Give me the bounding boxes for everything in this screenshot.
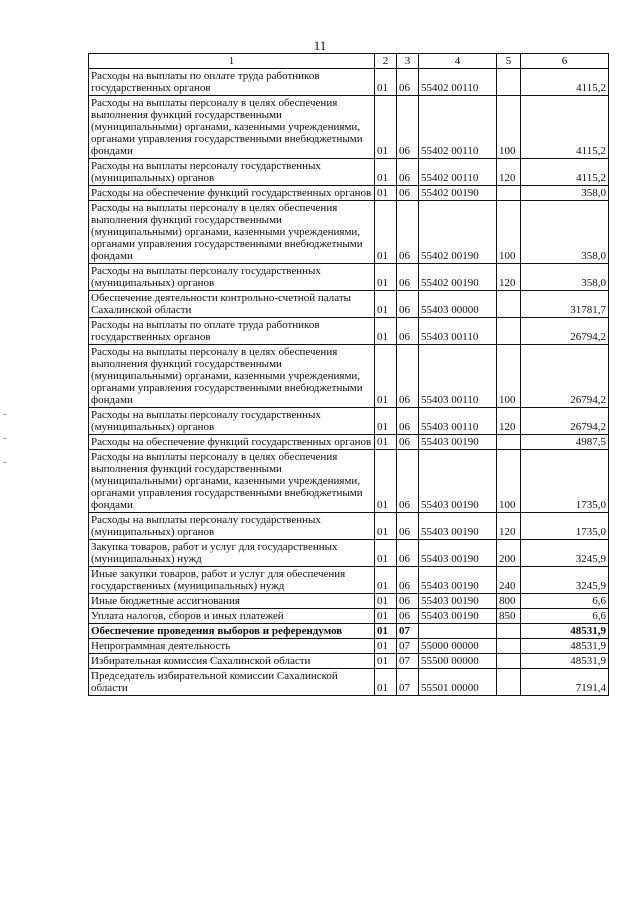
table-row [89, 540, 609, 567]
row-subsection: 07 [397, 669, 419, 696]
row-expense-type: 100 [497, 96, 521, 159]
table-row [89, 639, 609, 654]
row-target-article: 55403 00190 [419, 567, 497, 594]
column-header: 2 [375, 54, 397, 69]
row-amount: 3245,9 [521, 567, 609, 594]
row-target-article: 55402 00190 [419, 201, 497, 264]
row-name: Уплата налогов, сборов и иных платежей [89, 609, 375, 624]
row-target-article: 55403 00190 [419, 540, 497, 567]
row-expense-type [497, 291, 521, 318]
row-expense-type [497, 69, 521, 96]
row-name: Избирательная комиссия Сахалинской области [89, 654, 375, 669]
row-name: Расходы на выплаты персоналу государственных (муниципальных) органов [89, 159, 375, 186]
page-number: 11 [313, 38, 327, 53]
row-expense-type: 120 [497, 159, 521, 186]
table-row [89, 513, 609, 540]
row-amount: 358,0 [521, 201, 609, 264]
row-subsection: 07 [397, 639, 419, 654]
table-row [89, 654, 609, 669]
row-subsection: 07 [397, 624, 419, 639]
row-expense-type [497, 318, 521, 345]
row-section: 01 [375, 450, 397, 513]
row-name: Обеспечение проведения выборов и референдумов [89, 624, 375, 639]
table-row [89, 567, 609, 594]
row-subsection: 06 [397, 609, 419, 624]
row-section: 01 [375, 639, 397, 654]
row-target-article: 55403 00190 [419, 609, 497, 624]
row-expense-type: 100 [497, 345, 521, 408]
row-section: 01 [375, 159, 397, 186]
row-amount: 26794,2 [521, 408, 609, 435]
row-target-article: 55501 00000 [419, 669, 497, 696]
table-row [89, 159, 609, 186]
margin-mark [3, 438, 7, 439]
margin-mark [3, 462, 7, 463]
table-row [89, 408, 609, 435]
row-name: Расходы на обеспечение функций государственных органов [89, 435, 375, 450]
row-name: Расходы на выплаты персоналу в целях обеспечения выполнения функций государственными (муниципальными) органами, казенными учреждениями, органами управления государственными внебюджетными фондами [89, 345, 375, 408]
row-amount: 6,6 [521, 594, 609, 609]
table-row [89, 186, 609, 201]
row-target-article: 55402 00110 [419, 69, 497, 96]
row-subsection: 06 [397, 567, 419, 594]
row-section: 01 [375, 435, 397, 450]
row-section: 01 [375, 69, 397, 96]
row-expense-type [497, 669, 521, 696]
row-amount: 48531,9 [521, 624, 609, 639]
row-subsection: 06 [397, 69, 419, 96]
column-header: 3 [397, 54, 419, 69]
row-section: 01 [375, 201, 397, 264]
row-name: Расходы на обеспечение функций государственных органов [89, 186, 375, 201]
table-header-row [89, 54, 609, 69]
row-expense-type: 120 [497, 408, 521, 435]
row-subsection: 06 [397, 291, 419, 318]
row-subsection: 06 [397, 540, 419, 567]
row-amount: 358,0 [521, 186, 609, 201]
row-name: Закупка товаров, работ и услуг для государственных (муниципальных) нужд [89, 540, 375, 567]
row-amount: 3245,9 [521, 540, 609, 567]
row-amount: 4115,2 [521, 69, 609, 96]
row-amount: 26794,2 [521, 345, 609, 408]
row-name: Иные закупки товаров, работ и услуг для обеспечения государственных (муниципальных) нужд [89, 567, 375, 594]
row-target-article: 55402 00190 [419, 186, 497, 201]
row-section: 01 [375, 567, 397, 594]
table-row [89, 201, 609, 264]
row-subsection: 06 [397, 513, 419, 540]
row-expense-type: 100 [497, 450, 521, 513]
row-subsection: 06 [397, 318, 419, 345]
row-target-article: 55402 00190 [419, 264, 497, 291]
row-section: 01 [375, 291, 397, 318]
table-row [89, 609, 609, 624]
row-expense-type: 200 [497, 540, 521, 567]
row-subsection: 06 [397, 408, 419, 435]
column-header: 1 [89, 54, 375, 69]
table-row [89, 318, 609, 345]
row-target-article: 55403 00190 [419, 513, 497, 540]
row-amount: 7191,4 [521, 669, 609, 696]
table-row [89, 291, 609, 318]
row-target-article: 55403 00110 [419, 318, 497, 345]
row-target-article: 55403 00110 [419, 345, 497, 408]
row-section: 01 [375, 513, 397, 540]
table-row [89, 345, 609, 408]
row-name: Расходы на выплаты персоналу государственных (муниципальных) органов [89, 513, 375, 540]
row-target-article: 55402 00110 [419, 159, 497, 186]
row-subsection: 07 [397, 654, 419, 669]
row-section: 01 [375, 264, 397, 291]
row-target-article: 55000 00000 [419, 639, 497, 654]
row-subsection: 06 [397, 435, 419, 450]
row-name: Непрограммная деятельность [89, 639, 375, 654]
table-row [89, 96, 609, 159]
row-section: 01 [375, 96, 397, 159]
row-section: 01 [375, 594, 397, 609]
row-subsection: 06 [397, 345, 419, 408]
row-target-article: 55403 00110 [419, 408, 497, 435]
row-expense-type [497, 654, 521, 669]
row-expense-type: 120 [497, 513, 521, 540]
row-section: 01 [375, 186, 397, 201]
row-target-article: 55403 00190 [419, 594, 497, 609]
row-name: Расходы на выплаты персоналу государственных (муниципальных) органов [89, 408, 375, 435]
row-name: Расходы на выплаты персоналу в целях обеспечения выполнения функций государственными (муниципальными) органами, казенными учреждениями, органами управления государственными внебюджетными фондами [89, 450, 375, 513]
row-expense-type [497, 624, 521, 639]
table-row [89, 669, 609, 696]
table-row [89, 69, 609, 96]
row-name: Иные бюджетные ассигнования [89, 594, 375, 609]
row-section: 01 [375, 408, 397, 435]
row-section: 01 [375, 669, 397, 696]
row-expense-type: 120 [497, 264, 521, 291]
row-amount: 48531,9 [521, 639, 609, 654]
row-target-article: 55402 00110 [419, 96, 497, 159]
row-expense-type [497, 639, 521, 654]
row-subsection: 06 [397, 96, 419, 159]
row-section: 01 [375, 624, 397, 639]
row-amount: 48531,9 [521, 654, 609, 669]
row-section: 01 [375, 345, 397, 408]
table-row [89, 624, 609, 639]
row-subsection: 06 [397, 159, 419, 186]
row-amount: 6,6 [521, 609, 609, 624]
row-subsection: 06 [397, 594, 419, 609]
row-name: Расходы на выплаты по оплате труда работников государственных органов [89, 318, 375, 345]
row-amount: 1735,0 [521, 513, 609, 540]
row-target-article: 55403 00000 [419, 291, 497, 318]
row-section: 01 [375, 654, 397, 669]
row-expense-type [497, 186, 521, 201]
row-expense-type [497, 435, 521, 450]
row-expense-type: 800 [497, 594, 521, 609]
row-section: 01 [375, 540, 397, 567]
row-target-article: 55403 00190 [419, 435, 497, 450]
row-expense-type: 850 [497, 609, 521, 624]
row-name: Расходы на выплаты персоналу в целях обеспечения выполнения функций государственными (муниципальными) органами, казенными учреждениями, органами управления государственными внебюджетными фондами [89, 96, 375, 159]
row-amount: 4115,2 [521, 96, 609, 159]
row-amount: 358,0 [521, 264, 609, 291]
row-subsection: 06 [397, 186, 419, 201]
row-target-article: 55500 00000 [419, 654, 497, 669]
table-row [89, 594, 609, 609]
column-header: 6 [521, 54, 609, 69]
row-subsection: 06 [397, 201, 419, 264]
row-subsection: 06 [397, 450, 419, 513]
row-amount: 4987,5 [521, 435, 609, 450]
row-amount: 4115,2 [521, 159, 609, 186]
table-row [89, 264, 609, 291]
row-section: 01 [375, 609, 397, 624]
row-amount: 26794,2 [521, 318, 609, 345]
row-amount: 1735,0 [521, 450, 609, 513]
row-target-article [419, 624, 497, 639]
row-name: Расходы на выплаты персоналу государственных (муниципальных) органов [89, 264, 375, 291]
table-row [89, 435, 609, 450]
row-amount: 31781,7 [521, 291, 609, 318]
row-name: Расходы на выплаты персоналу в целях обеспечения выполнения функций государственными (муниципальными) органами, казенными учреждениями, органами управления государственными внебюджетными фондами [89, 201, 375, 264]
table-row [89, 450, 609, 513]
column-header: 5 [497, 54, 521, 69]
row-section: 01 [375, 318, 397, 345]
row-subsection: 06 [397, 264, 419, 291]
row-expense-type: 240 [497, 567, 521, 594]
budget-table [88, 53, 609, 696]
row-expense-type: 100 [497, 201, 521, 264]
row-name: Обеспечение деятельности контрольно-счетной палаты Сахалинской области [89, 291, 375, 318]
margin-mark [3, 414, 7, 415]
row-target-article: 55403 00190 [419, 450, 497, 513]
row-name: Расходы на выплаты по оплате труда работников государственных органов [89, 69, 375, 96]
column-header: 4 [419, 54, 497, 69]
row-name: Председатель избирательной комиссии Сахалинской области [89, 669, 375, 696]
